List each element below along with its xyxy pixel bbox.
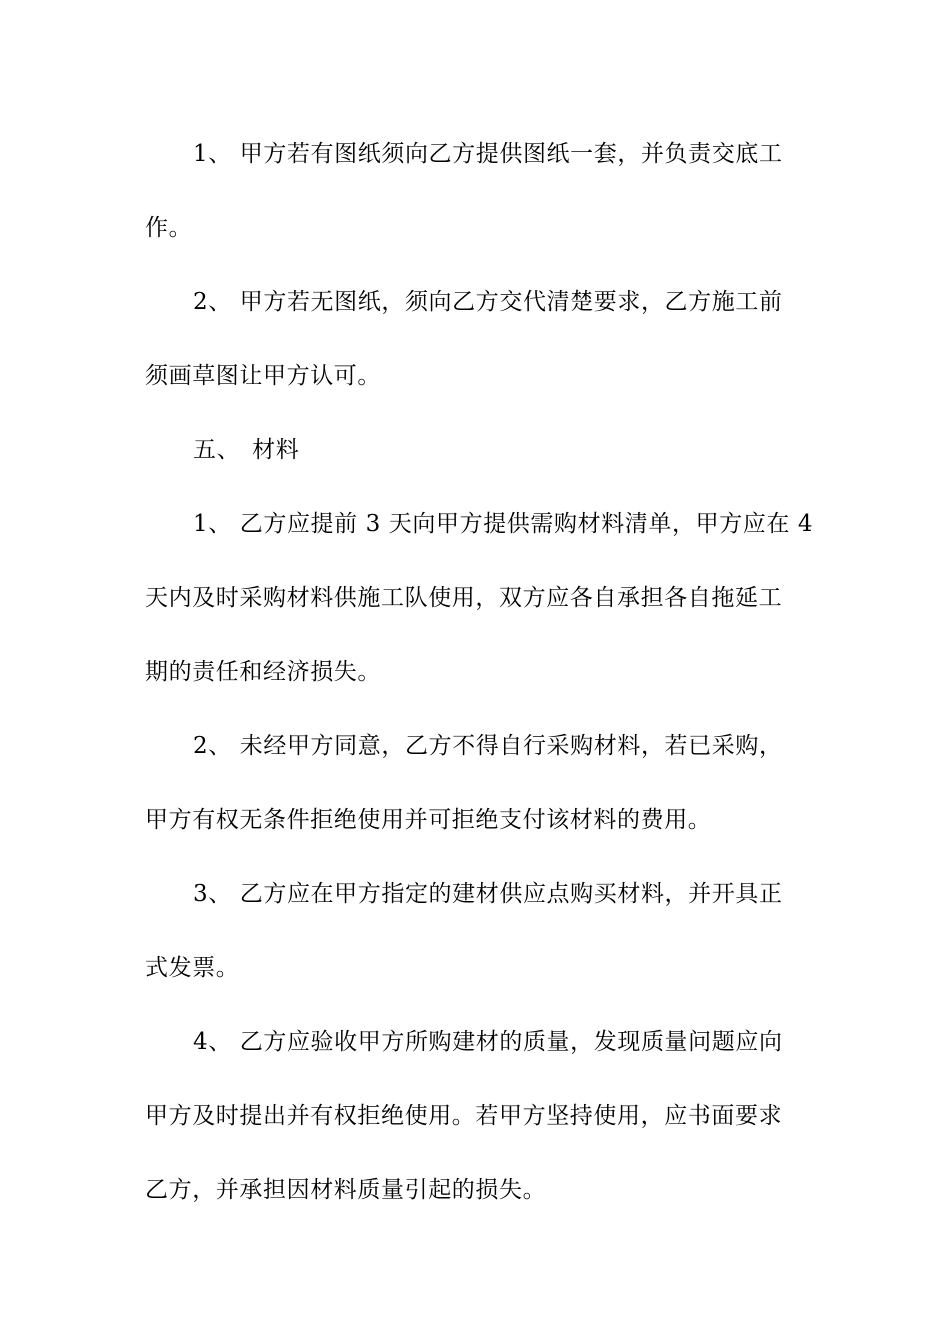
clause-5-2-line-2: 甲方有权无条件拒绝使用并可拒绝支付该材料的费用。 bbox=[145, 807, 712, 833]
clause-4-1-line-1: 1、 甲方若有图纸须向乙方提供图纸一套，并负责交底工 bbox=[193, 141, 783, 167]
clause-4-1-line-2: 作。 bbox=[145, 215, 193, 241]
section-heading-materials: 五、 材料 bbox=[193, 437, 300, 463]
clause-5-4-line-2: 甲方及时提出并有权拒绝使用。若甲方坚持使用，应书面要求 bbox=[145, 1103, 783, 1129]
clause-4-2-line-2: 须画草图让甲方认可。 bbox=[145, 363, 381, 389]
clause-5-3-line-2: 式发票。 bbox=[145, 955, 240, 981]
clause-5-1-line-3: 期的责任和经济损失。 bbox=[145, 659, 381, 685]
clause-5-2-line-1: 2、 未经甲方同意，乙方不得自行采购材料，若已采购， bbox=[193, 733, 783, 759]
clause-5-1-line-2: 天内及时采购材料供施工队使用，双方应各自承担各自拖延工 bbox=[145, 585, 783, 611]
clause-5-4-line-1: 4、 乙方应验收甲方所购建材的质量，发现质量问题应向 bbox=[193, 1029, 783, 1055]
clause-5-4-line-3: 乙方，并承担因材料质量引起的损失。 bbox=[145, 1177, 547, 1203]
clause-5-1-line-1: 1、 乙方应提前 3 天向甲方提供需购材料清单，甲方应在 4 bbox=[193, 511, 814, 537]
clause-5-3-line-1: 3、 乙方应在甲方指定的建材供应点购买材料，并开具正 bbox=[193, 881, 783, 907]
clause-4-2-line-1: 2、 甲方若无图纸，须向乙方交代清楚要求，乙方施工前 bbox=[193, 289, 783, 315]
